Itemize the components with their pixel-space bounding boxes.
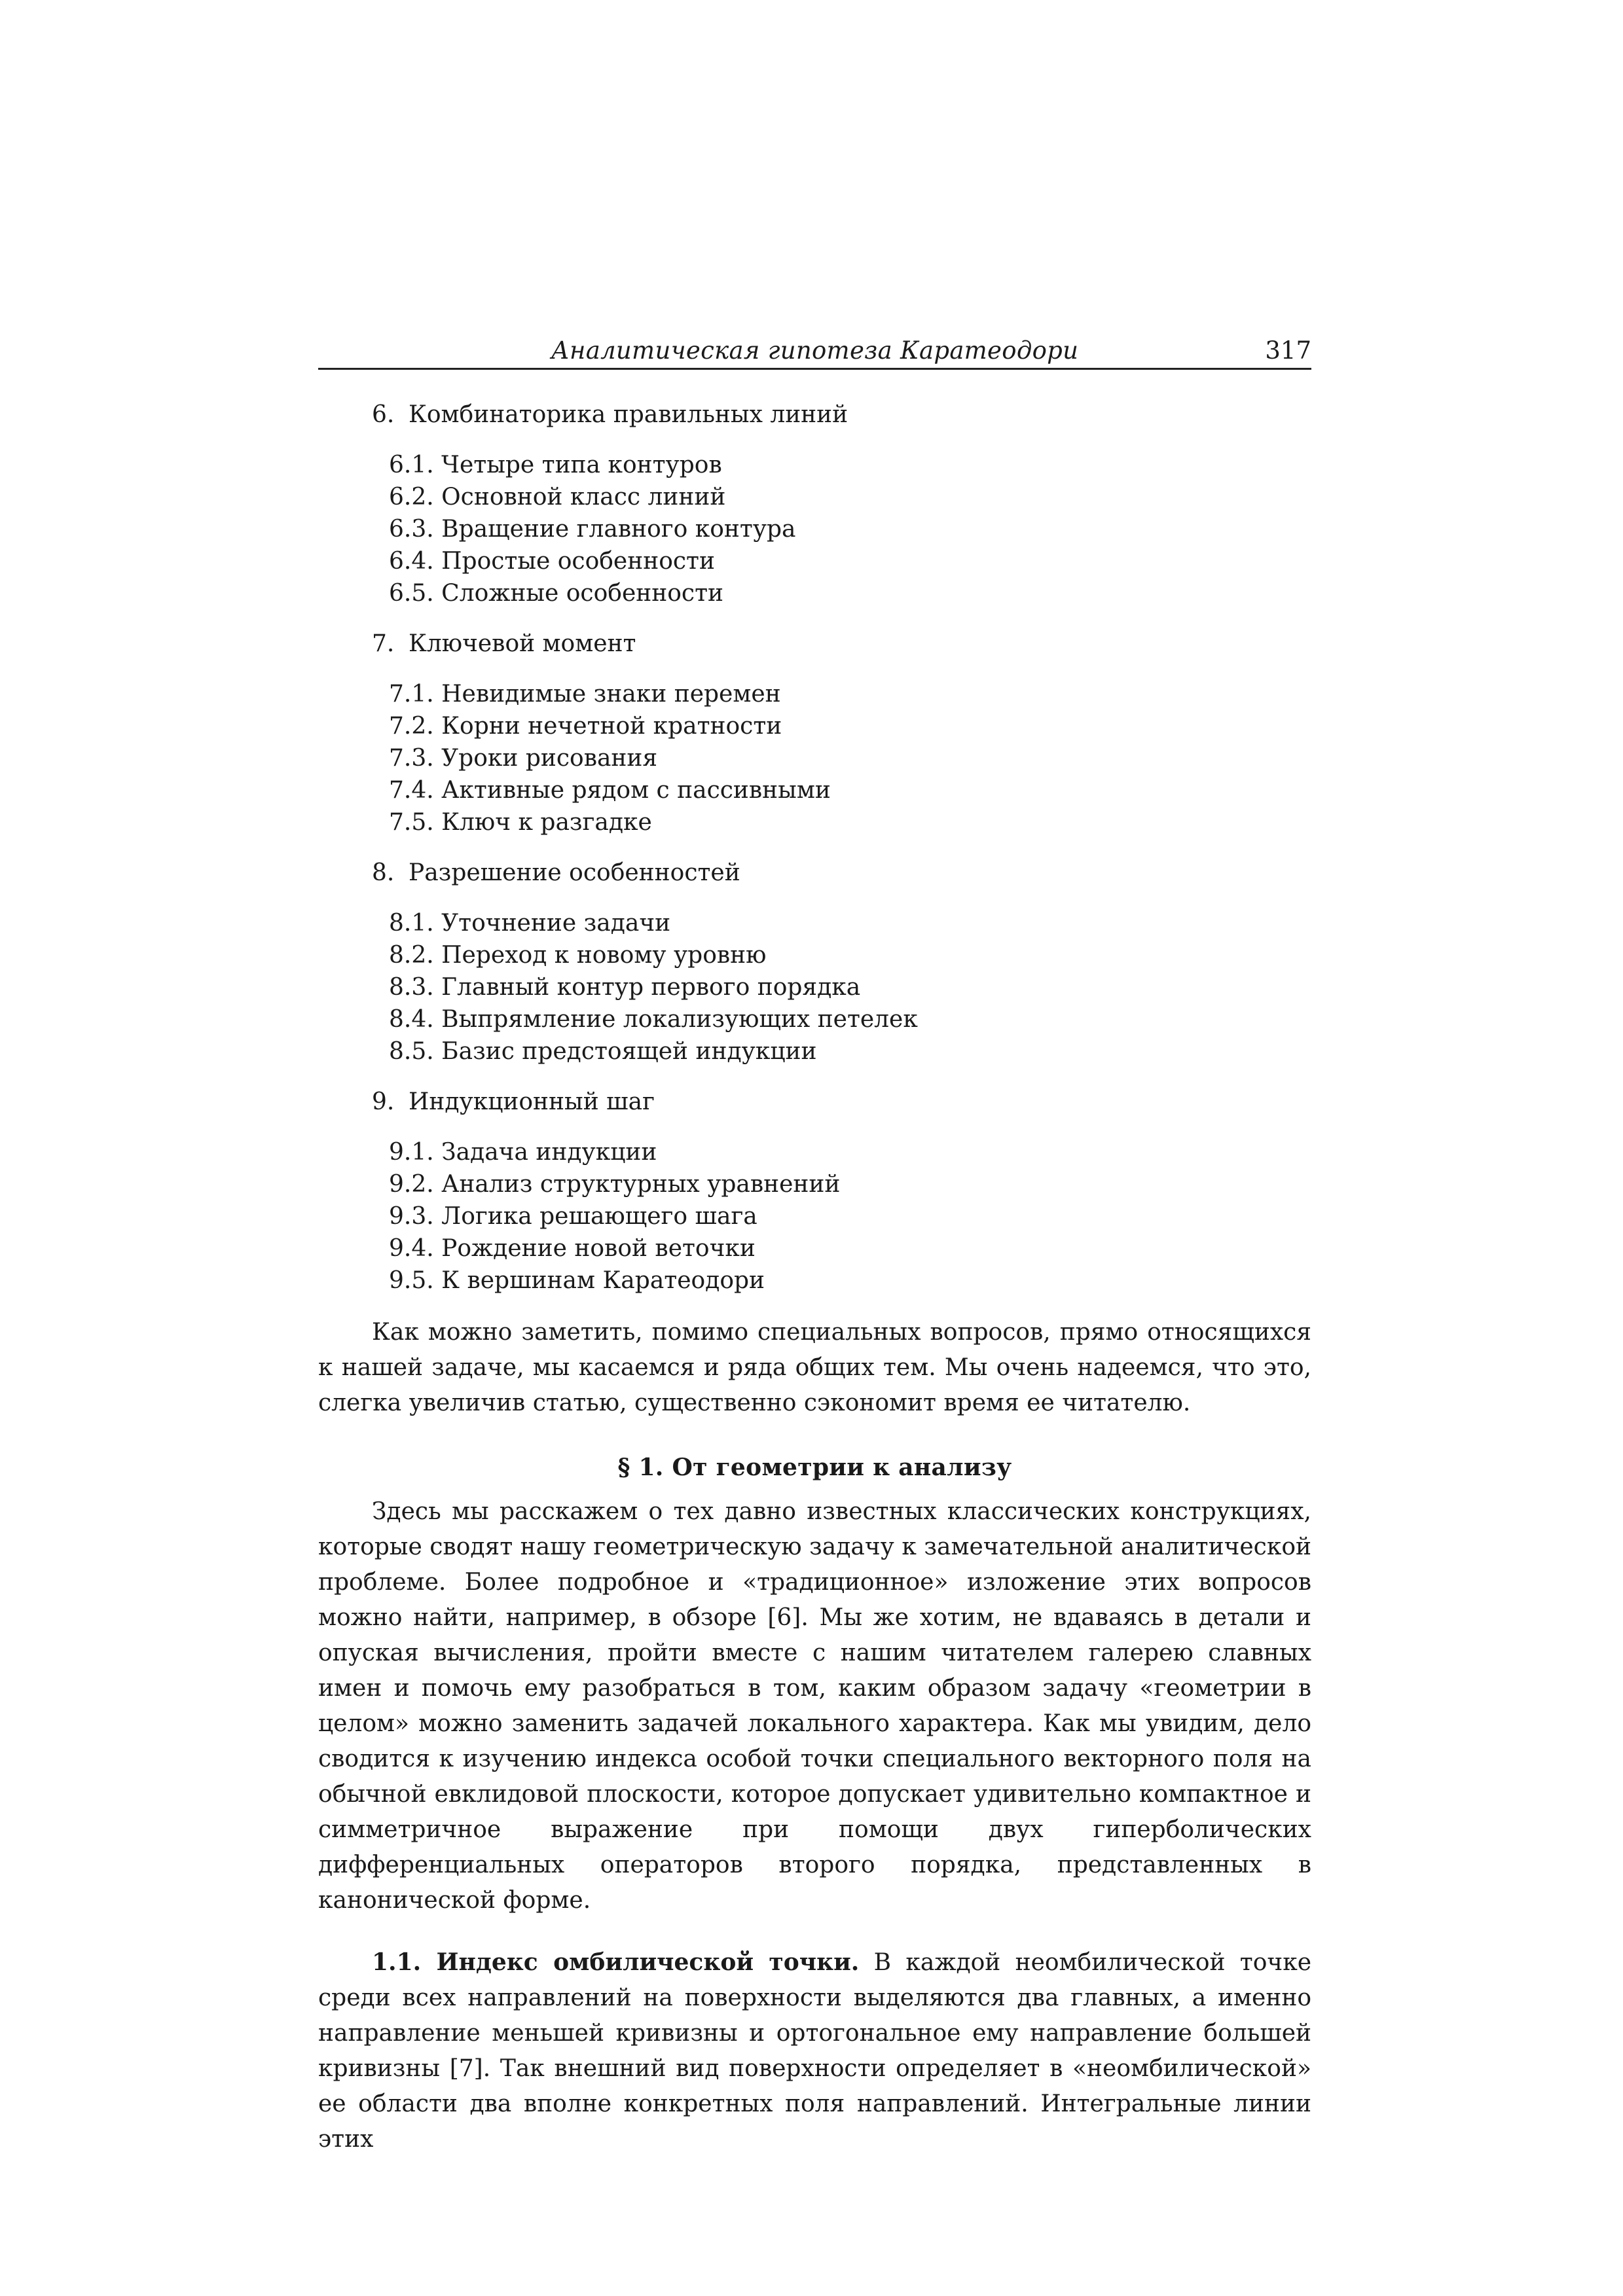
toc-item (372, 710, 1311, 742)
toc-section-6 (318, 399, 1311, 609)
toc-item-label: Логика решающего шага (441, 1203, 757, 1230)
toc-section-label: Индукционный шаг (409, 1088, 655, 1115)
toc-item (372, 678, 1311, 710)
toc-section-label: Ключевой момент (409, 630, 636, 657)
toc-section-title (372, 857, 1311, 889)
subsection-heading: 1.1. Индекс омбилической точки. (372, 1948, 860, 1976)
toc-item (372, 971, 1311, 1003)
toc-item (372, 939, 1311, 971)
toc-item-number: 6.3. (389, 516, 434, 543)
toc-item-label: Невидимые знаки перемен (441, 681, 781, 708)
toc-item-number: 6.4. (389, 548, 434, 575)
toc-section-number: 7. (372, 630, 395, 657)
toc-item-number: 9.1. (389, 1139, 434, 1166)
running-title: Аналитическая гипотеза Каратеодори (551, 336, 1079, 365)
toc-item-number: 7.5. (389, 809, 434, 836)
page-number: 317 (1265, 336, 1311, 365)
toc-item (372, 907, 1311, 939)
toc-item-number: 8.4. (389, 1006, 434, 1033)
toc-item (372, 1136, 1311, 1168)
toc-item-label: Сложные особенности (441, 580, 723, 607)
toc-item-number: 7.1. (389, 681, 434, 708)
toc-item (372, 742, 1311, 774)
toc-item-label: Уроки рисования (441, 745, 658, 772)
toc-item (372, 1003, 1311, 1035)
toc-item-number: 7.2. (389, 713, 434, 740)
subsection-paragraph (318, 1945, 1311, 2157)
toc-item-label: Выпрямление локализующих петелек (441, 1006, 918, 1033)
toc-item (372, 449, 1311, 481)
toc-item-number: 9.5. (389, 1267, 434, 1294)
toc-item-number: 7.4. (389, 777, 434, 804)
toc-item-number: 9.4. (389, 1235, 434, 1262)
subsection-text: В каждой неомбилической точке среди всех направлений на поверхности выделяются два главных, а именно направление меньшей кривизны и ортогональное ему направление большей кривизны [7]. Так внешний вид поверхности определяет в «неомбилической» ее области два вполне конкретных поля направлений. Интегральные линии этих (318, 1949, 1312, 2153)
toc-item-label: Активные рядом с пассивными (441, 777, 831, 804)
toc-section-title (372, 399, 1311, 431)
toc-item (372, 1232, 1311, 1265)
toc-section-number: 6. (372, 401, 395, 428)
toc-item-label: Четыре типа контуров (441, 452, 722, 478)
intro-paragraph: Как можно заметить, помимо специальных вопросов, прямо относящихся к нашей задаче, мы касаемся и ряда общих тем. Мы очень надеемся, что это, слегка увеличив статью, существенно сэкономит время ее читателю. (318, 1319, 1311, 1416)
toc-section-label: Разрешение особенностей (409, 859, 740, 886)
toc-item (372, 774, 1311, 806)
toc-item-number: 6.1. (389, 452, 434, 478)
toc-item-number: 8.1. (389, 910, 434, 937)
toc-item (372, 545, 1311, 577)
running-header (318, 327, 1311, 370)
toc-section-9 (318, 1086, 1311, 1297)
toc-item (372, 513, 1311, 545)
toc-item-label: Ключ к разгадке (441, 809, 652, 836)
toc-section-label: Комбинаторика правильных линий (409, 401, 848, 428)
section-paragraph: Здесь мы расскажем о тех давно известных классических конструкциях, которые сводят нашу геометрическую задачу к замечательной аналитической проблеме. Более подробное и «традиционное» изложение этих вопросов можно найти, например, в обзоре [6]. Мы же хотим, не вдаваясь в детали и опуская вычисления, пройти вместе с нашим читателем галерею славных имен и помочь ему разобраться в том, каким образом задачу «геометрии в целом» можно заменить задачей локального характера. Как мы увидим, дело сводится к изучению индекса особой точки специального векторного поля на обычной евклидовой плоскости, которое допускает удивительно компактное и симметричное выражение при помощи двух гиперболических дифференциальных операторов второго порядка, представленных в канонической форме. (318, 1498, 1311, 1914)
toc-item-label: Анализ структурных уравнений (441, 1171, 841, 1198)
toc-item-label: Главный контур первого порядка (441, 974, 861, 1001)
toc-item (372, 481, 1311, 513)
toc-item (372, 1200, 1311, 1232)
toc-item-label: Вращение главного контура (441, 516, 796, 543)
toc-item-number: 7.3. (389, 745, 434, 772)
toc-item (372, 806, 1311, 838)
toc-item (372, 1168, 1311, 1200)
page (318, 327, 1311, 2157)
toc-item (372, 1035, 1311, 1067)
toc-section-number: 8. (372, 859, 395, 886)
toc-item-number: 8.3. (389, 974, 434, 1001)
toc-item-label: Простые особенности (441, 548, 715, 575)
toc-item-number: 9.2. (389, 1171, 434, 1198)
toc-item-number: 6.5. (389, 580, 434, 607)
toc-item-label: Рождение новой веточки (441, 1235, 756, 1262)
toc-item (372, 1265, 1311, 1297)
toc-item-number: 9.3. (389, 1203, 434, 1230)
section-heading: § 1. От геометрии к анализу (617, 1454, 1012, 1481)
toc-item-number: 8.5. (389, 1038, 434, 1065)
toc-item-label: Базис предстоящей индукции (441, 1038, 817, 1065)
toc-section-8 (318, 857, 1311, 1067)
toc-item-number: 8.2. (389, 942, 434, 969)
toc-item-label: Переход к новому уровню (441, 942, 767, 969)
toc-item-label: Основной класс линий (441, 484, 726, 511)
toc-item-label: Задача индукции (441, 1139, 657, 1166)
toc-section-title (372, 1086, 1311, 1118)
toc-section-title (372, 628, 1311, 660)
table-of-contents (318, 399, 1311, 1297)
toc-item-label: Корни нечетной кратности (441, 713, 782, 740)
toc-item-number: 6.2. (389, 484, 434, 511)
toc-item-label: Уточнение задачи (441, 910, 671, 937)
toc-section-7 (318, 628, 1311, 838)
toc-item-label: К вершинам Каратеодори (441, 1267, 765, 1294)
toc-section-number: 9. (372, 1088, 395, 1115)
toc-item (372, 577, 1311, 609)
